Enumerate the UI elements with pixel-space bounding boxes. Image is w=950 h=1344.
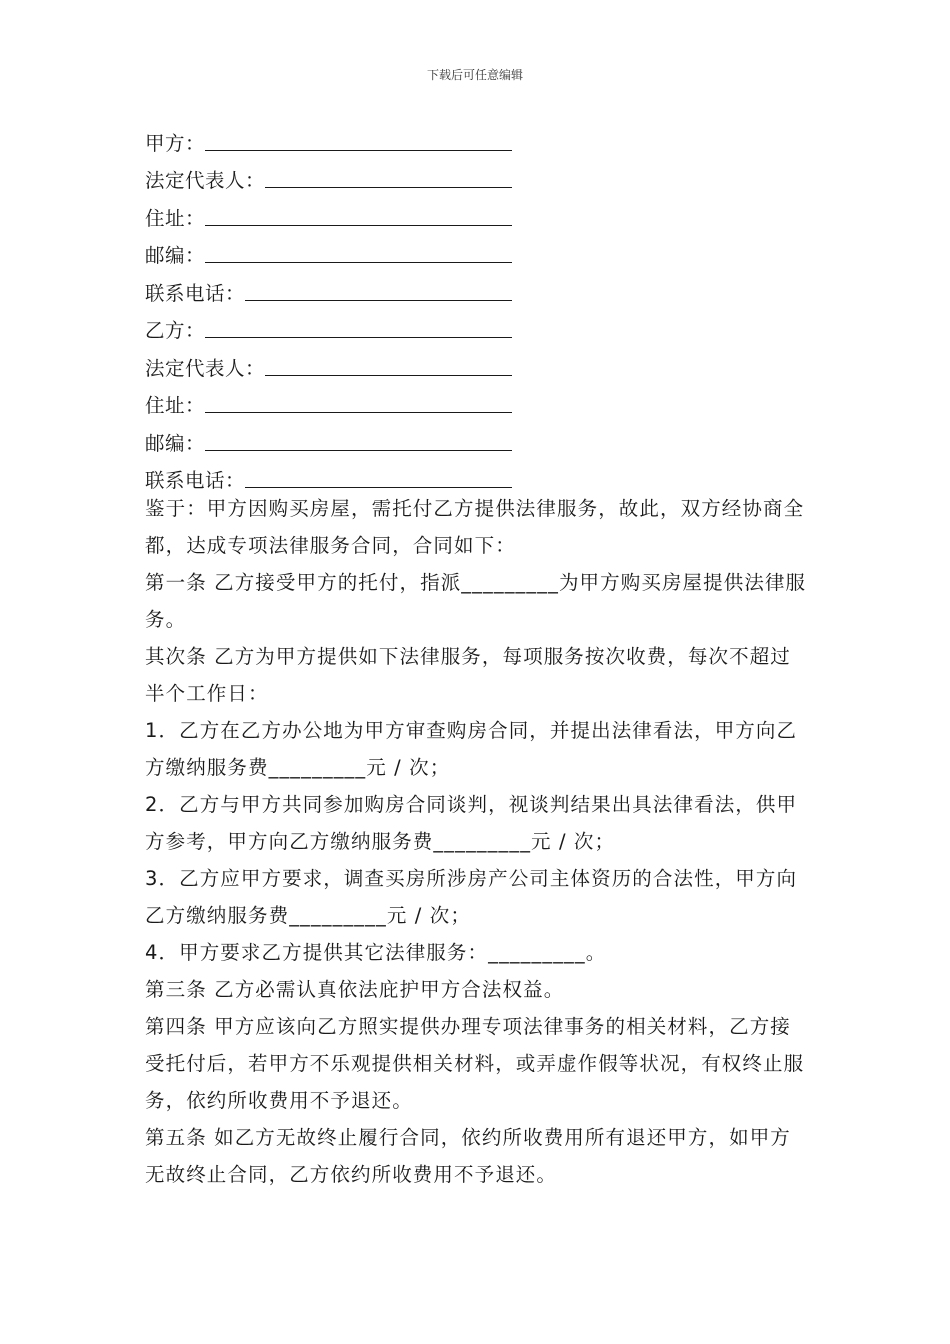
party-b-address-label: 住址： [145, 394, 206, 417]
page-header-note: 下载后可任意编辑 [426, 68, 523, 82]
party-a-phone-label: 联系电话： [145, 281, 246, 305]
blank-line [265, 186, 512, 188]
party-a-address-label: 住址： [145, 206, 206, 230]
blank-line [245, 299, 512, 301]
article-1-paragraph: 第一条 乙方接受甲方的托付，指派_________为甲方购买房屋提供法律服务。 [145, 571, 807, 631]
party-b-phone-field [145, 456, 525, 494]
blank-line [205, 149, 512, 151]
party-b-representative-label: 法定代表人： [145, 356, 266, 380]
party-b-label: 乙方： [145, 319, 206, 342]
party-a-postcode-label: 邮编： [145, 244, 206, 267]
party-b-postcode-field [145, 418, 525, 456]
party-b-phone-label: 联系电话： [145, 469, 246, 492]
contract-body [145, 490, 810, 1193]
party-a-postcode-field [145, 231, 525, 269]
party-b-field [145, 306, 525, 344]
party-a-phone-field [145, 268, 525, 306]
blank-line [205, 261, 512, 263]
party-a-field [145, 118, 525, 156]
service-item-3: 3．乙方应甲方要求，调查买房所涉房产公司主体资历的合法性，甲方向乙方缴纳服务费_________元 / 次； [145, 867, 798, 927]
blank-line [205, 224, 512, 226]
party-a-address-field [145, 193, 525, 231]
party-b-representative-field [145, 343, 525, 381]
article-5-paragraph: 第五条 如乙方无故终止履行合同，依约所收费用所有退还甲方，如甲方无故终止合同，乙方依约所收费用不予退还。 [145, 1126, 791, 1186]
article-3-paragraph: 第三条 乙方必需认真依法庇护甲方合法权益。 [145, 978, 565, 1001]
service-item-4: 4．甲方要求乙方提供其它法律服务：_________。 [145, 941, 607, 964]
party-a-representative-label: 法定代表人： [145, 169, 266, 192]
blank-line [245, 486, 512, 488]
service-item-1: 1．乙方在乙方办公地为甲方审查购房合同，并提出法律看法，甲方向乙方缴纳服务费_________元 / 次； [145, 719, 798, 779]
blank-line [205, 411, 512, 413]
blank-line [205, 449, 512, 451]
party-a-representative-field [145, 156, 525, 194]
article-2-paragraph: 其次条 乙方为甲方提供如下法律服务，每项服务按次收费，每次不超过半个工作日： [145, 645, 791, 705]
service-item-2: 2．乙方与甲方共同参加购房合同谈判，视谈判结果出具法律看法，供甲方参考，甲方向乙方缴纳服务费_________元 / 次； [145, 793, 798, 853]
party-a-label: 甲方： [145, 131, 206, 155]
preamble-paragraph: 鉴于：甲方因购买房屋，需托付乙方提供法律服务，故此，双方经协商全都，达成专项法律服务合同，合同如下： [145, 497, 805, 557]
party-info-fields [145, 118, 525, 493]
blank-line [205, 336, 512, 338]
blank-line [265, 374, 512, 376]
party-b-postcode-label: 邮编： [145, 431, 206, 455]
party-b-address-field [145, 381, 525, 419]
article-4-paragraph: 第四条 甲方应该向乙方照实提供办理专项法律事务的相关材料，乙方接受托付后，若甲方不乐观提供相关材料，或弄虚作假等状况，有权终止服务，依约所收费用不予退还。 [145, 1015, 805, 1112]
